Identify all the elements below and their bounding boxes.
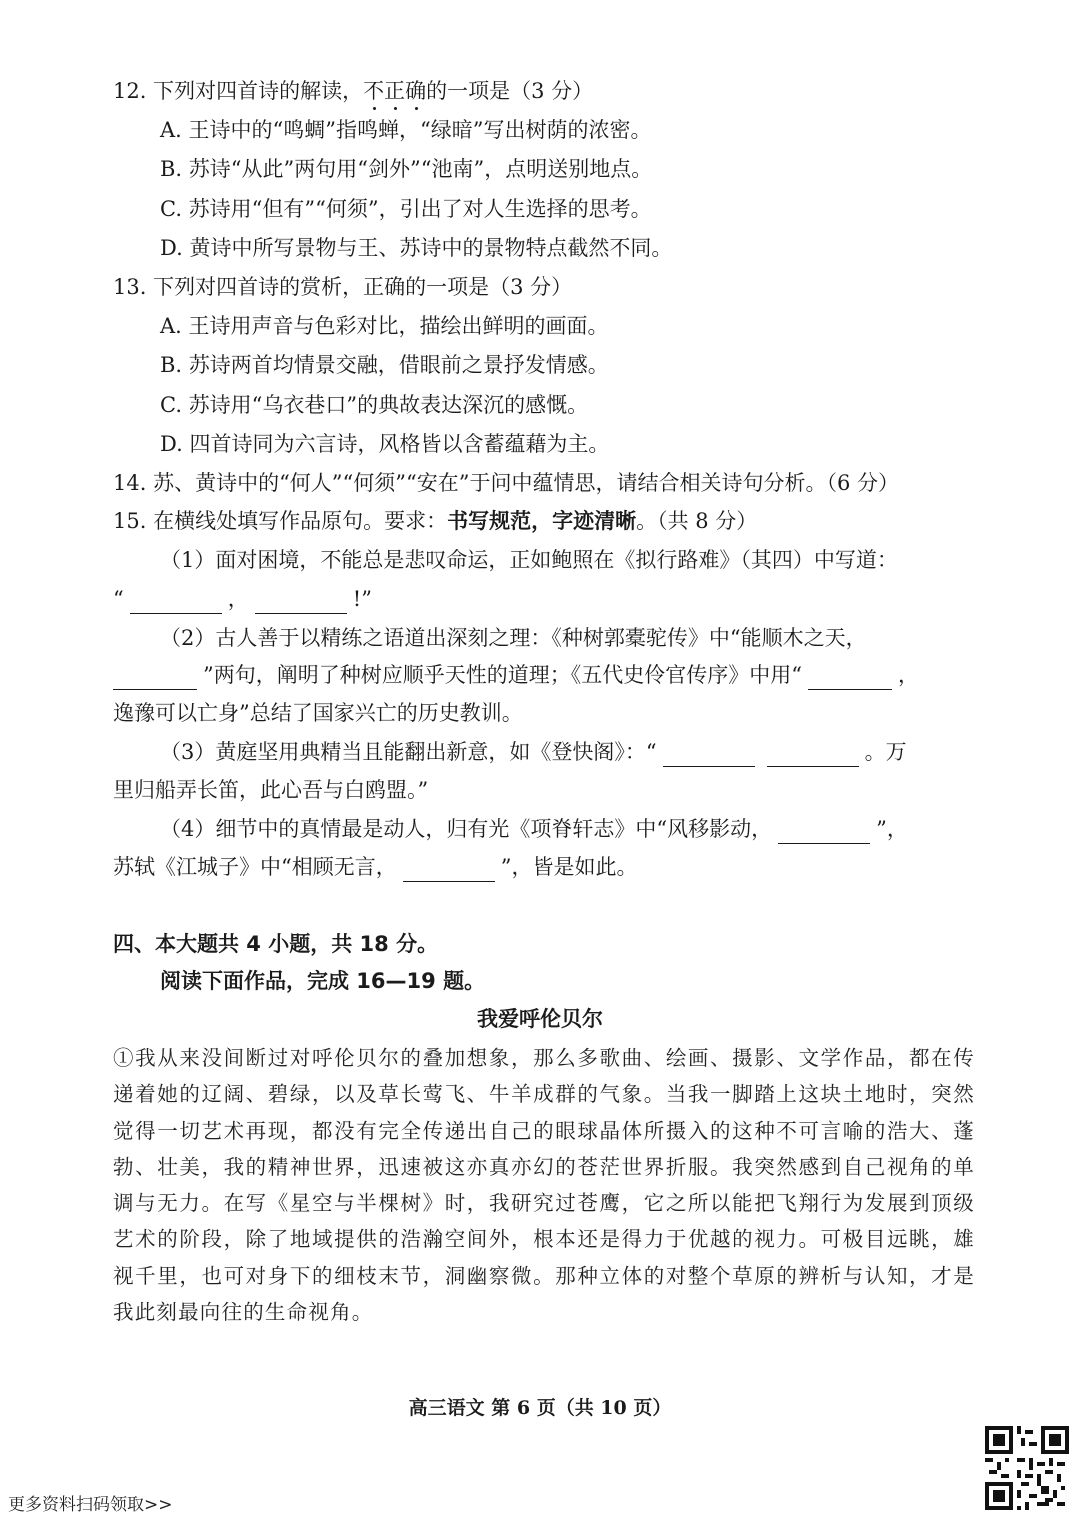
q15-sub2-line1: （2）古人善于以精练之语道出深刻之理：《种树郭橐驼传》中“能顺木之天， — [160, 626, 867, 650]
page-footer: 高三语文 第 6 页（共 10 页） — [408, 1397, 672, 1419]
question-13-stem: 13. 下列对四首诗的赏析，正确的一项是（3 分） — [113, 275, 573, 299]
answer-blank[interactable] — [113, 667, 197, 690]
q15-sub1-close: !” — [352, 587, 372, 611]
q15-sub4-line1 — [160, 814, 908, 844]
q12-emphasis — [363, 79, 426, 103]
qr-code-icon[interactable] — [985, 1426, 1069, 1510]
q12-option-a: A. 王诗中的“鸣蜩”指鸣蝉，“绿暗”写出树荫的浓密。 — [160, 118, 652, 142]
q15-sub1-line2 — [113, 584, 372, 614]
q15-sub1-open-quote: “ — [113, 587, 124, 611]
q15-stem-a: 15. 在横线处填写作品原句。要求： — [113, 509, 448, 533]
q15-sub3-text: （3）黄庭坚用典精当且能翻出新意，如《登快阁》：“ — [160, 740, 657, 764]
answer-blank[interactable] — [778, 821, 870, 844]
answer-blank[interactable] — [808, 667, 892, 690]
answer-blank[interactable] — [403, 859, 495, 882]
q12-emphasis-char: 正 — [384, 76, 405, 106]
q15-sub4-end: ”， — [876, 817, 908, 841]
q13-option-c: C. 苏诗用“乌衣巷口”的典故表达深沉的感慨。 — [160, 393, 589, 417]
q12-suffix: 的一项是（3 分） — [426, 79, 594, 103]
article-paragraph-1: ①我从来没间断过对呼伦贝尔的叠加想象，那么多歌曲、绘画、摄影、文学作品，都在传递着她的辽阔、碧绿，以及草长莺飞、牛羊成群的气象。当我一脚踏上这块土地时，突然觉得一切艺术再现，都没有完全传递出自己的眼球晶体所摄入的这种不可言喻的浩大、蓬勃、壮美，我的精神世界，迅速被这亦真亦幻的苍茫世界折服。我突然感到自己视角的单调与无力。在写《星空与半棵树》时，我研究过苍鹰，它之所以能把飞翔行为发展到顶级艺术的阶段，除了地域提供的浩瀚空间外，根本还是得力于优越的视力。可极目远眺，雄视千里，也可对身下的细枝末节，洞幽察微。那种立体的对整个草原的辨析与认知，才是我此刻最向往的生命视角。 — [113, 1046, 975, 1325]
answer-blank[interactable] — [255, 591, 347, 614]
q12-option-c: C. 苏诗用“但有”“何须”，引出了对人生选择的思考。 — [160, 197, 652, 221]
q12-emphasis-char: 确 — [405, 76, 426, 106]
q12-emphasis-char: 不 — [363, 76, 384, 106]
scan-prompt: 更多资料扫码领取>> — [8, 1495, 173, 1515]
article-title: 我爱呼伦贝尔 — [477, 1007, 603, 1031]
q12-prefix: 12. 下列对四首诗的解读， — [113, 79, 364, 103]
section-4-heading: 四、本大题共 4 小题，共 18 分。 — [113, 932, 439, 956]
q15-sub4-line2 — [113, 852, 638, 882]
answer-blank[interactable] — [130, 591, 222, 614]
q15-sub1-line1: （1）面对困境，不能总是悲叹命运，正如鲍照在《拟行路难》（其四）中写道： — [160, 548, 898, 572]
answer-blank[interactable] — [767, 744, 859, 767]
q13-option-d: D. 四首诗同为六言诗，风格皆以含蓄蕴藉为主。 — [160, 432, 610, 456]
q15-sub3-line1 — [160, 737, 907, 767]
q15-sub4-text: （4）细节中的真情最是动人，归有光《项脊轩志》中“风移影动， — [160, 817, 773, 841]
question-15-stem — [113, 506, 757, 536]
q15-sub1-comma: ， — [227, 587, 249, 611]
q15-sub4-end2: ”，皆是如此。 — [500, 855, 638, 879]
q15-sub3-line2: 里归船弄长笛，此心吾与白鸥盟。” — [113, 778, 429, 802]
q15-stem-emphasis: 书写规范，字迹清晰 — [447, 508, 637, 533]
q15-sub3-end: 。万 — [864, 740, 907, 764]
question-14-stem: 14. 苏、黄诗中的“何人”“何须”“安在”于问中蕴情思，请结合相关诗句分析。（6 分） — [113, 471, 900, 495]
q15-sub2-line3: 逸豫可以亡身”总结了国家兴亡的历史教训。 — [113, 701, 523, 725]
q15-sub2-comma: ， — [897, 663, 919, 687]
section-4-instruction: 阅读下面作品，完成 16—19 题。 — [160, 969, 486, 993]
q15-sub2-text: ”两句，阐明了种树应顺乎天性的道理；《五代史伶官传序》中用“ — [203, 663, 802, 687]
q13-option-a: A. 王诗用声音与色彩对比，描绘出鲜明的画面。 — [160, 314, 609, 338]
q15-sub4-text2: 苏轼《江城子》中“相顾无言， — [113, 855, 397, 879]
q13-option-b: B. 苏诗两首均情景交融，借眼前之景抒发情感。 — [160, 353, 609, 377]
q12-option-b: B. 苏诗“从此”两句用“剑外”“池南”，点明送别地点。 — [160, 157, 653, 181]
q15-sub2-line2 — [113, 660, 919, 690]
q12-option-d: D. 黄诗中所写景物与王、苏诗中的景物特点截然不同。 — [160, 236, 673, 260]
answer-blank[interactable] — [663, 744, 755, 767]
question-12-stem — [113, 76, 593, 106]
q15-stem-c: 。（共 8 分） — [636, 509, 758, 533]
